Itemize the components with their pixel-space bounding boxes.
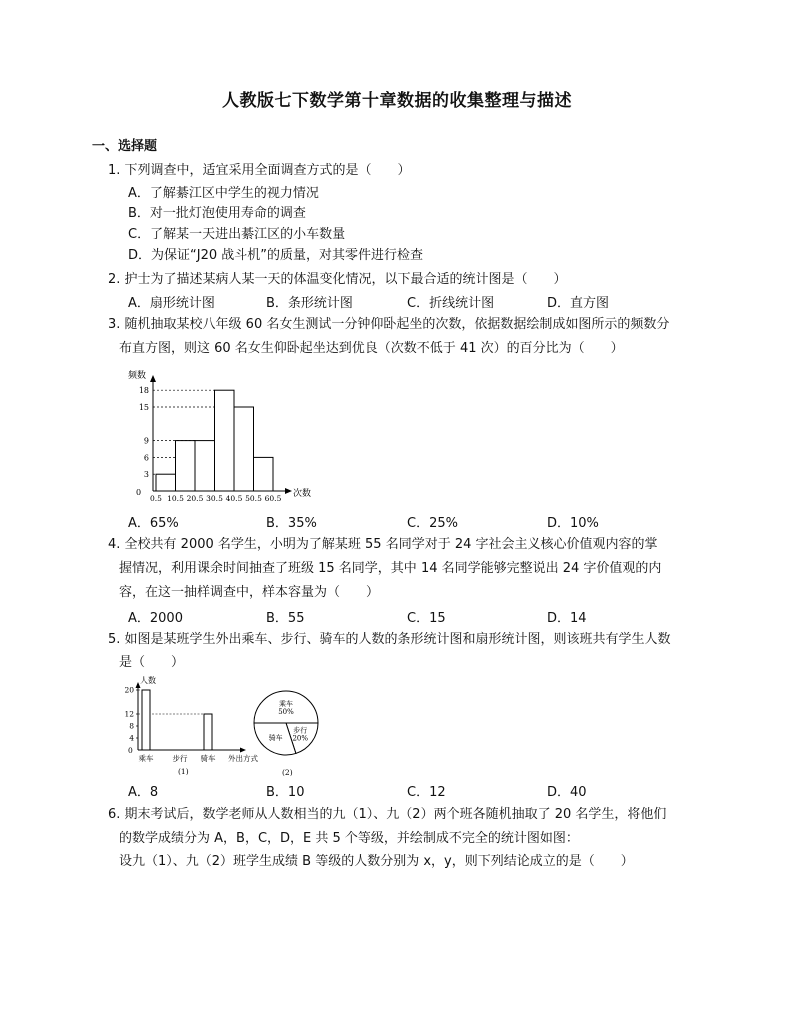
- pie-slice-percent: 50%: [278, 708, 294, 716]
- q5-option-d: D．40: [547, 785, 587, 800]
- histogram-x-tick-label: 10.5: [167, 494, 184, 503]
- q2-option-d: D．直方图: [547, 296, 610, 311]
- q2-option-a: A．扇形统计图: [128, 296, 215, 311]
- q6-stem-line1: 6. 期末考试后，数学老师从人数相当的九（1）、九（2）两个班各随机抽取了 20 名学生，将他们: [108, 807, 667, 822]
- q4-option-a: A．2000: [128, 611, 183, 626]
- bar-x-arrow: [240, 748, 246, 753]
- q5-stem-line2: 是（ ）: [119, 655, 185, 670]
- transport-bar-chart: [118, 674, 268, 780]
- q1-option-c: C．了解某一天进出綦江区的小车数量: [128, 227, 346, 242]
- transport-bar: [142, 690, 150, 750]
- histogram-y-tick-label: 15: [138, 403, 149, 412]
- histogram-x-tick-label: 20.5: [186, 494, 204, 503]
- histogram-bar: [254, 457, 274, 491]
- q4-option-c: C．15: [407, 611, 446, 626]
- histogram-bar: [176, 441, 196, 491]
- histogram-y-tick-label: 9: [143, 436, 149, 446]
- histogram-chart: [118, 363, 328, 503]
- transport-pie-chart: [248, 683, 328, 780]
- histogram-y-tick-label: 3: [143, 470, 149, 480]
- q1-stem: 1. 下列调查中，适宜采用全面调查方式的是（ ）: [108, 163, 411, 178]
- bar-x-tick-label: 骑车: [200, 754, 216, 763]
- q4-stem-line3: 容，在这一抽样调查中，样本容量为（ ）: [119, 585, 380, 600]
- histogram-y-tick-label: 6: [143, 453, 149, 463]
- bar-y-tick-label: 8: [129, 721, 134, 731]
- bar-x-tick-label: 乘车: [138, 754, 154, 763]
- q1-option-d: D．为保证“J20 战斗机”的质量，对其零件进行检查: [128, 248, 423, 263]
- q5-option-b: B．10: [266, 785, 305, 800]
- bar-x-axis-label: 外出方式: [228, 754, 258, 763]
- q6-stem-line3: 设九（1）、九（2）班学生成绩 B 等级的人数分别为 x，y，则下列结论成立的是（ ）: [119, 854, 634, 869]
- q4-options: [128, 607, 688, 625]
- histogram-bar: [234, 407, 254, 491]
- histogram-origin-label: 0: [136, 488, 142, 497]
- histogram-x-tick-label: 30.5: [206, 494, 223, 503]
- histogram-y-arrow: [150, 375, 156, 382]
- section-heading: 一、选择题: [92, 139, 158, 154]
- histogram-y-tick-label: 18: [138, 386, 149, 396]
- q4-stem-line2: 握情况，利用课余时间抽查了班级 15 名同学，其中 14 名同学能够完整说出 24 字价值观的内: [119, 561, 662, 576]
- q4-option-b: B．55: [266, 611, 305, 626]
- histogram-x-tick-label: 40.5: [225, 494, 243, 503]
- q3-options: [128, 512, 688, 530]
- bar-chart-caption: (1): [178, 767, 189, 776]
- q1-option-b: B．对一批灯泡使用寿命的调查: [128, 206, 306, 221]
- q3-stem-line1: 3. 随机抽取某校八年级 60 名女生测试一分钟仰卧起坐的次数，依据数据绘制成如图所示的频数分: [108, 317, 670, 332]
- histogram-y-axis-label: 频数: [128, 371, 147, 381]
- histogram-x-axis-label: 次数: [293, 489, 312, 499]
- histogram-bar: [156, 474, 176, 491]
- bar-x-tick-label: 步行: [172, 754, 188, 763]
- q1-option-a: A．了解綦江区中学生的视力情况: [128, 186, 319, 201]
- q5-stem-line1: 5. 如图是某班学生外出乘车、步行、骑车的人数的条形统计图和扇形统计图，则该班共有学生人数: [108, 632, 671, 647]
- q5-option-c: C．12: [407, 785, 446, 800]
- bar-y-axis-label: 人数: [140, 676, 156, 685]
- bar-y-tick-label: 12: [124, 709, 134, 719]
- bar-y-tick-label: 4: [129, 733, 134, 743]
- pie-chart-caption: (2): [282, 768, 293, 777]
- q5-option-a: A．8: [128, 785, 159, 800]
- q3-option-c: C．25%: [407, 516, 458, 531]
- pie-slice-label: 步行: [293, 726, 308, 735]
- q4-stem-line1: 4. 全校共有 2000 名学生，小明为了解某班 55 名同学对于 24 字社会主义核心价值观内容的掌: [108, 537, 658, 552]
- pie-slice-label: 乘车: [279, 700, 293, 708]
- q3-option-a: A．65%: [128, 516, 179, 531]
- histogram-x-tick-label: 0.5: [150, 494, 162, 503]
- bar-origin-label: 0: [128, 746, 133, 755]
- histogram-bar: [195, 441, 215, 491]
- histogram-bar: [215, 390, 235, 491]
- pie-slice-label: 骑车: [268, 734, 283, 743]
- q3-option-b: B．35%: [266, 516, 317, 531]
- q3-option-d: D．10%: [547, 516, 599, 531]
- page-title: 人教版七下数学第十章数据的收集整理与描述: [222, 91, 572, 111]
- histogram-x-tick-label: 60.5: [264, 494, 282, 503]
- bar-y-tick-label: 20: [124, 685, 134, 695]
- q2-option-c: C．折线统计图: [407, 296, 495, 311]
- q2-stem: 2. 护士为了描述某病人某一天的体温变化情况，以下最合适的统计图是（ ）: [108, 272, 567, 287]
- q2-option-b: B．条形统计图: [266, 296, 353, 311]
- histogram-x-tick-label: 50.5: [245, 494, 262, 503]
- q5-options: [128, 781, 688, 799]
- q4-option-d: D．14: [547, 611, 587, 626]
- pie-slice-percent: 20%: [292, 734, 309, 743]
- q3-stem-line2: 布直方图，则这 60 名女生仰卧起坐达到优良（次数不低于 41 次）的百分比为（ ）: [119, 341, 624, 356]
- histogram-x-arrow: [285, 488, 292, 494]
- q2-options: [128, 292, 688, 310]
- transport-bar: [204, 714, 212, 750]
- q6-stem-line2: 的数学成绩分为 A，B，C，D，E 共 5 个等级，并绘制成不完全的统计图如图：: [119, 831, 579, 846]
